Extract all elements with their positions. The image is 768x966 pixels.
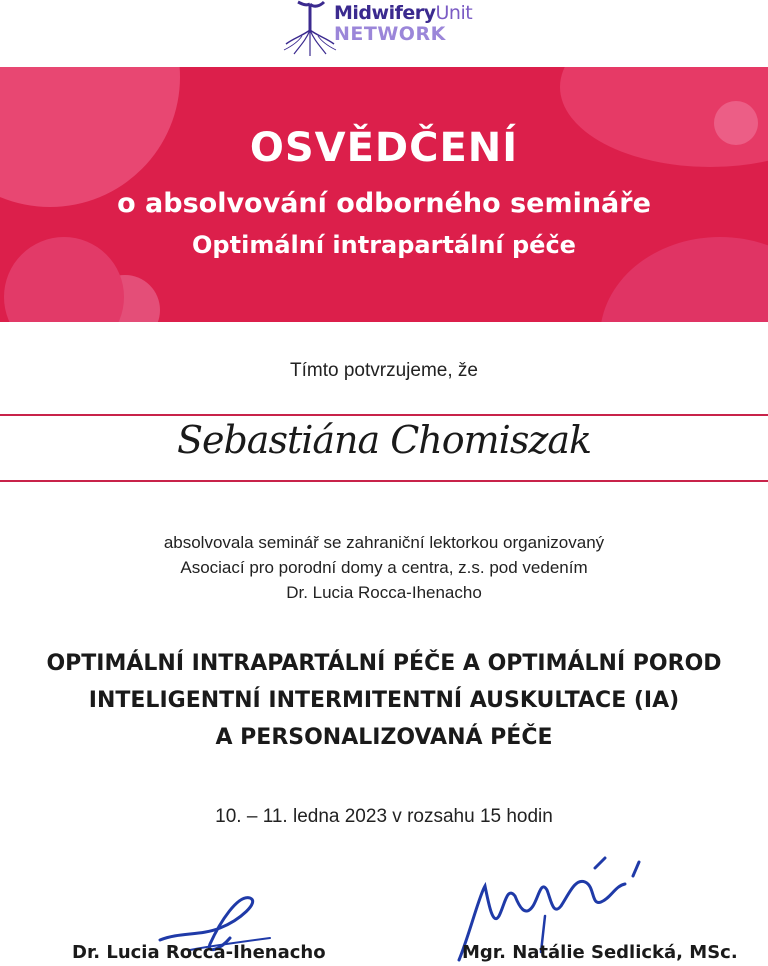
description-line-1: absolvovala seminář se zahraniční lektorkou organizovaný bbox=[163, 533, 605, 552]
recipient-name: Sebastiána Chomiszak bbox=[176, 418, 592, 462]
certificate-title: OSVĚDČENÍ bbox=[249, 125, 519, 171]
description-line-2: Asociací pro porodní domy a centra, z.s. pod vedením bbox=[180, 558, 588, 577]
certificate-banner bbox=[0, 67, 768, 322]
divider-top bbox=[0, 414, 768, 416]
confirm-text: Tímto potvrzujeme, že bbox=[290, 360, 478, 381]
seminar-date: 10. – 11. ledna 2023 v rozsahu 15 hodin bbox=[215, 806, 553, 827]
organization-logo bbox=[280, 0, 490, 60]
signatory-right-name: Mgr. Natálie Sedlická, MSc. bbox=[462, 942, 738, 963]
logo-wordmark-line2: NETWORK bbox=[334, 23, 446, 45]
program-heading-2: INTELIGENTNÍ INTERMITENTNÍ AUSKULTACE (IA) bbox=[88, 688, 680, 713]
logo-wordmark-line1: MidwiferyUnit bbox=[334, 2, 473, 24]
program-heading-1: OPTIMÁLNÍ INTRAPARTÁLNÍ PÉČE A OPTIMÁLNÍ POROD bbox=[46, 651, 722, 676]
description-line-3: Dr. Lucia Rocca-Ihenacho bbox=[286, 583, 482, 602]
program-heading-3: A PERSONALIZOVANÁ PÉČE bbox=[215, 725, 553, 750]
course-name: Optimální intrapartální péče bbox=[192, 231, 576, 259]
tree-roots-icon bbox=[280, 0, 340, 58]
signatory-left-name: Dr. Lucia Rocca-Ihenacho bbox=[72, 942, 326, 963]
divider-bottom bbox=[0, 480, 768, 482]
certificate-subtitle: o absolvování odborného semináře bbox=[117, 188, 651, 219]
